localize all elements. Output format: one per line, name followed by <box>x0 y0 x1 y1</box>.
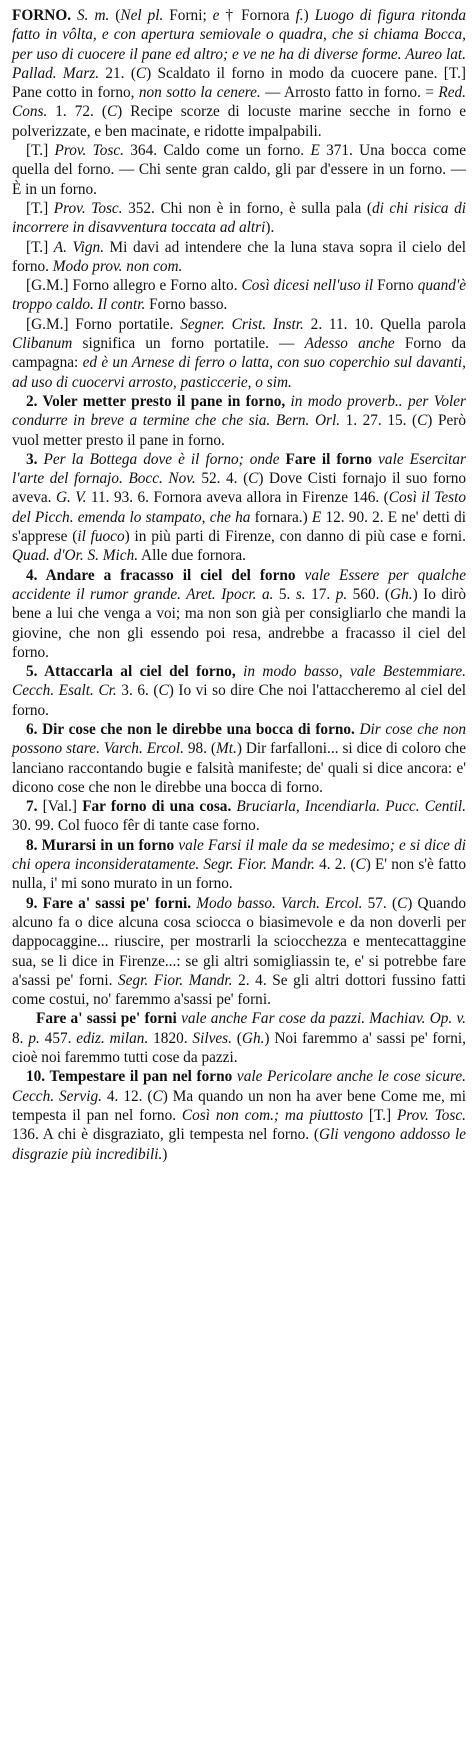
italic-text: Segner. Crist. Instr. <box>180 315 304 333</box>
italic-text: Adesso anche <box>304 335 395 353</box>
italic-text: il fuoco <box>77 528 125 546</box>
italic-text: S. m. <box>77 7 116 24</box>
bold-text: 8. Murarsi in un forno <box>26 836 179 854</box>
text: 4. 2. ( <box>314 856 356 874</box>
entry-paragraph <box>12 141 466 199</box>
bold-text: 9. Fare a' sassi pe' forni. <box>26 894 197 912</box>
text: ) Io vi so dire Che noi l'attaccheremo al ciel del forno. <box>12 682 467 719</box>
italic-text: di chi risica di incorrere in disavventura toccata ad altri <box>12 199 466 237</box>
entry-headword-paragraph <box>12 6 466 141</box>
text: ) E' non s'è fatto nulla, i' mi sono murato in un forno. <box>12 856 467 893</box>
text: 57. ( <box>362 894 398 912</box>
italic-text: Per la Bottega dove è il forno; onde <box>43 450 280 468</box>
italic-text: Segr. Fior. Mandr. <box>118 971 233 989</box>
text: Alle due fornora. <box>138 547 246 565</box>
italic-text: Così dicesi nell'uso il <box>241 277 374 295</box>
bold-text: FORNO. <box>12 7 78 24</box>
italic-text: E <box>311 508 322 526</box>
text: ) in più parti di Firenze, con danno di più case e forni. <box>124 528 467 546</box>
text: [T.] <box>363 1106 397 1124</box>
italic-text: C <box>417 412 428 430</box>
italic-text: Quad. d'Or. S. Mich. <box>12 547 139 565</box>
text: significa un forno portatile. — <box>72 335 305 353</box>
entry-paragraph <box>12 238 466 277</box>
text: [T.] <box>26 142 55 160</box>
italic-text: p. <box>335 585 348 603</box>
text: ) <box>162 1145 168 1163</box>
entry-paragraph <box>12 315 466 392</box>
text: Forno basso. <box>145 296 228 314</box>
italic-text: quand'è troppo caldo. Il contr. <box>12 277 467 314</box>
text: ( <box>115 7 121 24</box>
text: 1820. <box>148 1029 193 1047</box>
italic-text: ediz. milan. <box>76 1029 149 1047</box>
text: 98. ( <box>183 740 216 758</box>
italic-text: C <box>355 856 366 874</box>
bold-text: 3. <box>26 450 44 468</box>
bold-text: 10. Tempestare il pan nel forno <box>26 1068 237 1086</box>
text: 1. 27. 15. ( <box>340 412 418 430</box>
italic-text: f. <box>295 7 304 24</box>
italic-text: C <box>248 470 259 488</box>
text: ). <box>265 219 275 237</box>
text: ) Dir farfalloni... si dice di coloro che lanciano raccontando bugie e falsità manifeste; de' quali si dice ancora: e' dicono cose che non le direbbe una bocca di forno. <box>12 740 466 796</box>
text: Forni; <box>163 7 213 24</box>
bold-text: 4. Andare a fracasso il ciel del forno <box>26 566 305 584</box>
text: † Fornora <box>219 7 296 24</box>
entry-paragraph <box>12 1009 466 1067</box>
text: ) <box>303 7 315 24</box>
entry-paragraph <box>12 720 466 797</box>
text: 1. 72. ( <box>47 103 107 121</box>
bold-text: Fare il forno <box>279 450 379 468</box>
text: ) Quando alcuno fa o dice alcuna cosa sciocca o biasimevole e da non doverli per dappocaggine... riuscire, per mostrarli la sciocchezza e mentecattaggine sua, se li dice in Firenze...: se gli altri somigliassin te, e' si potrebbe fare a'sassi pe' forni. <box>12 894 466 989</box>
text: 371. Una bocca come quella del forno. — Chi sente gran caldo, gli par d'essere in un forno. — È in un forno. <box>12 142 467 198</box>
bold-text: Fare a' sassi pe' forni <box>36 1010 182 1028</box>
italic-text: Luogo di figura ritonda fatto in vôlta, e con apertura semiovale o quadra, che si chiama Bocca, per uso di cuocere il pane ed altro; e ve ne ha di diverse forme. Aureo lat. Pallad. Marz. <box>12 7 467 82</box>
text: 457. <box>39 1029 77 1047</box>
entry-paragraph <box>12 662 466 720</box>
bold-text: 7. <box>26 798 43 816</box>
italic-text: C <box>152 1087 163 1105</box>
text: fornara.) <box>250 508 312 526</box>
text: [T.] <box>26 238 54 256</box>
italic-text: Gh. <box>241 1029 265 1047</box>
text: 11. 93. 6. Fornora aveva allora in Firenze 146. ( <box>86 489 389 507</box>
bold-text: 6. Dir cose che non le direbbe una bocca di forno. <box>26 720 360 738</box>
italic-text: Nel pl. <box>120 7 164 24</box>
entry-paragraph <box>12 450 466 566</box>
italic-text: ed è un Arnese di ferro o latta, con suo coperchio sul davanti, ad uso di cuocervi arrosto, pasticcerie, o sim. <box>12 354 467 391</box>
italic-text: E <box>310 142 320 160</box>
text: ) Noi faremmo a' sassi pe' forni, cioè noi faremmo tutti cose da pazzi. <box>12 1029 466 1067</box>
italic-text: in modo basso, vale Bestemmiare. Cecch. Esalt. Cr. <box>12 663 466 700</box>
italic-text: A. Vign. <box>53 238 105 256</box>
italic-text: Silves. <box>192 1029 232 1047</box>
entry-paragraph <box>12 392 466 450</box>
italic-text: vale Essere per qualche accidente il rumor grande. Aret. Ipocr. a. <box>12 566 466 603</box>
italic-text: Modo prov. non com. <box>52 257 183 275</box>
italic-text: Gh. <box>390 585 413 603</box>
italic-text: Così non com.; ma piuttosto <box>181 1106 363 1124</box>
text: Forno <box>373 277 418 295</box>
italic-text: Prov. Tosc. <box>53 199 123 217</box>
text: ( <box>231 1029 242 1047</box>
italic-text: Clibanum <box>12 335 73 353</box>
text: [G.M.] Forno portatile. <box>26 315 181 333</box>
italic-text: Dir cose che non possono stare. Varch. Ercol. <box>12 720 467 758</box>
italic-text: C <box>397 894 408 912</box>
text: [T.] <box>26 199 54 217</box>
text: — Arrosto fatto in forno. = <box>260 84 439 102</box>
text: 364. Caldo come un forno. <box>123 142 311 160</box>
italic-text: non sotto la cenere. <box>138 84 261 102</box>
text: 21. ( <box>99 64 136 82</box>
entry-paragraph <box>12 566 466 662</box>
text: Forno da campagna: <box>12 335 466 372</box>
entry-paragraph <box>12 199 466 238</box>
bold-text: 5. Attaccarla al ciel del forno, <box>26 663 244 681</box>
italic-text: vale Farsi il male da se medesimo; e si dice di chi opera inconsideratamente. Segr. Fior. Mandr. <box>12 836 466 874</box>
italic-text: in modo proverb.. per Voler condurre in breve a termine che che sia. Bern. Orl. <box>12 392 466 430</box>
entry-paragraph <box>12 836 466 894</box>
italic-text: C <box>158 682 169 700</box>
italic-text: p. <box>28 1029 40 1047</box>
entry-paragraph <box>12 894 466 1010</box>
text: ) Però vuol metter presto il pane in forno. <box>12 412 466 449</box>
text: [G.M.] Forno allegro e Forno alto. <box>26 277 242 295</box>
bold-text: Far forno di una cosa. <box>82 798 237 816</box>
text: 2. 11. 10. Quella parola <box>303 315 466 333</box>
text: ) Scaldato il forno in modo da cuocere pane. [T.] Pane cotto in forno, <box>12 64 467 102</box>
text: 8. <box>12 1029 29 1047</box>
text: 52. 4. ( <box>195 470 249 488</box>
italic-text: vale Pericolare anche le cose sicure. Cecch. Servig. <box>12 1068 466 1105</box>
italic-text: Così il Testo del Picch. emenda lo stampato, che ha <box>12 489 466 526</box>
italic-text: vale anche Far cose da pazzi. Machiav. Op. v. <box>181 1010 466 1028</box>
text: ) Io dirò bene a lui che venga a voi; ma non son già per consigliarlo che mandi la giovine, che non gli essendo poi resa, andrebbe a fracasso il ciel del forno. <box>12 585 466 661</box>
text: 12. 90. 2. E ne' detti di s'apprese ( <box>12 508 467 546</box>
italic-text: G. V. <box>55 489 87 507</box>
text: 5. <box>273 585 296 603</box>
text: ) Recipe scorze di locuste marine secche in forno e polverizzate, e ben macinate, e ridotte impalpabili. <box>12 103 466 140</box>
bold-text: 2. Voler metter presto il pane in forno, <box>26 392 291 410</box>
italic-text: Gli vengono addosso le disgrazie più incredibili. <box>12 1126 466 1163</box>
italic-text: Bruciarla, Incendiarla. Pucc. Centil. <box>236 798 466 816</box>
italic-text: Prov. Tosc. <box>396 1106 466 1124</box>
italic-text: vale Esercitar l'arte del fornajo. Bocc. Nov. <box>12 450 467 488</box>
text: 560. ( <box>347 585 391 603</box>
italic-text: Mt. <box>216 740 237 758</box>
text: [Val.] <box>42 798 83 816</box>
text: 136. A chi è disgraziato, gli tempesta nel forno. ( <box>12 1126 320 1144</box>
text: 4. 12. ( <box>101 1087 153 1105</box>
text: ) Dove Cisti fornajo il suo forno aveva. <box>12 470 467 507</box>
italic-text: C <box>106 103 118 121</box>
italic-text: s. <box>295 585 306 603</box>
text: 17. <box>305 585 336 603</box>
italic-text: Red. Cons. <box>12 84 466 121</box>
text: 2. 4. Se gli altri dottori fussino fatti come costui, no' faremmo a'sassi pe' forni. <box>12 971 466 1009</box>
text: 352. Chi non è in forno, è sulla pala ( <box>122 199 372 217</box>
text: ) Ma quando un non ha aver bene Come me, mi tempesta il pan nel forno. <box>12 1087 466 1124</box>
italic-text: C <box>135 64 147 82</box>
text: 30. 99. Col fuoco fêr di tante case forno. <box>12 817 260 835</box>
italic-text: Modo basso. Varch. Ercol. <box>196 894 363 912</box>
entry-paragraph <box>12 1067 466 1163</box>
text: Mi davi ad intendere che la luna stava sopra il cielo del forno. <box>12 238 466 275</box>
italic-text: Prov. Tosc. <box>54 142 124 160</box>
entry-paragraph <box>12 797 466 836</box>
italic-text: e <box>212 7 220 24</box>
entry-paragraph <box>12 276 466 315</box>
text: 3. 6. ( <box>116 682 159 700</box>
